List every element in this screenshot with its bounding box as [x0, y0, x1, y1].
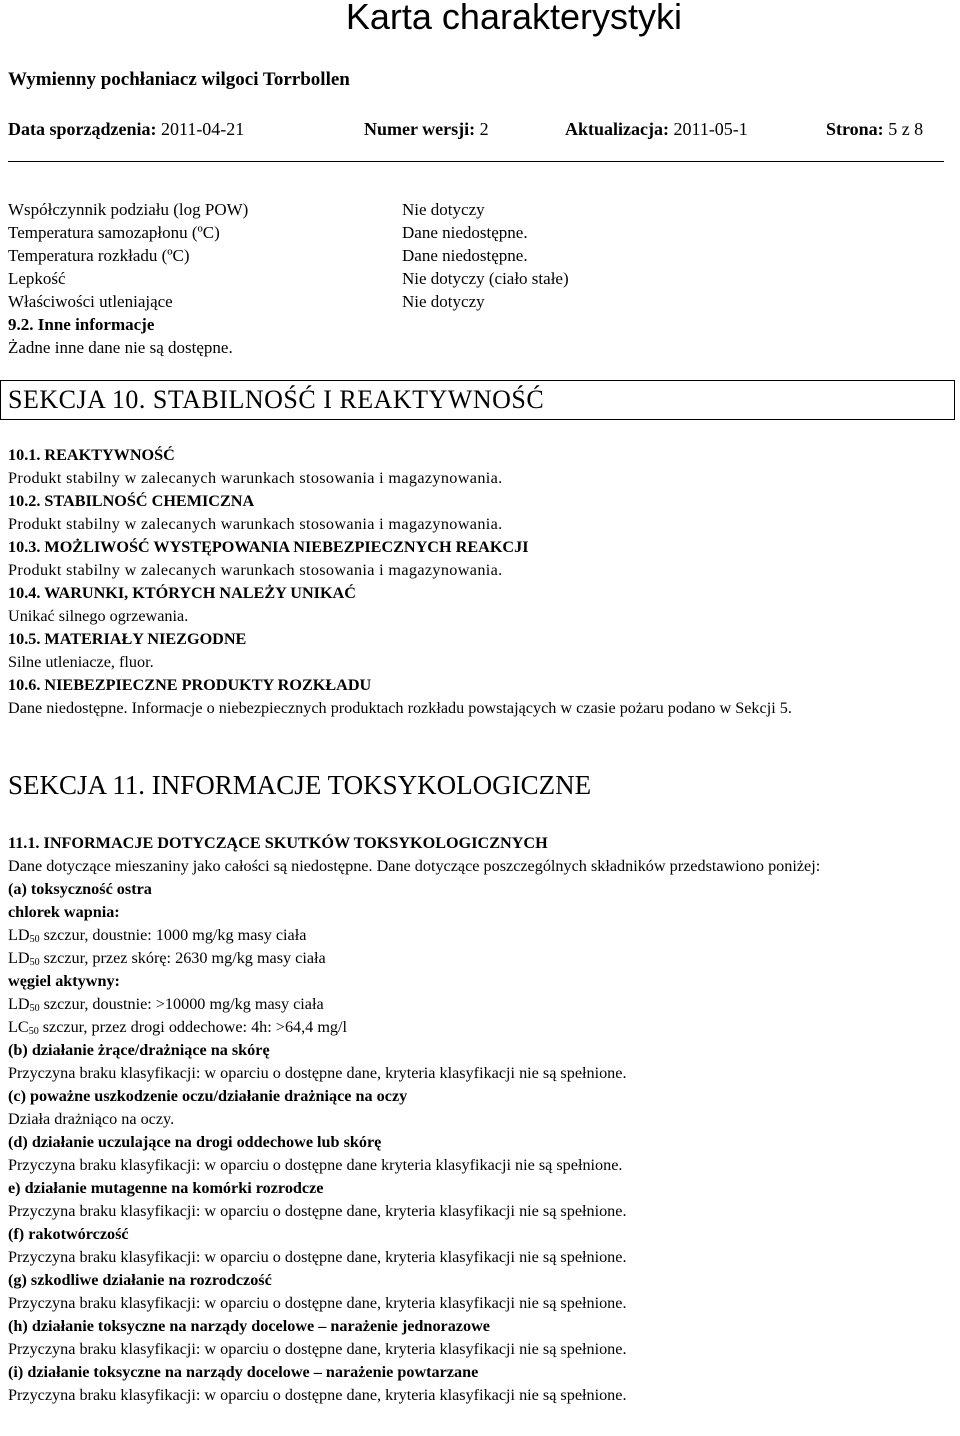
hazard-text: Przyczyna braku klasyfikacji: w oparciu o dostępne dane, kryteria klasyfikacji nie są spełnione.: [8, 1386, 627, 1404]
intro-text: Dane dotyczące mieszaniny jako całości są niedostępne. Dane dotyczące poszczególnych składników przedstawiono poniżej:: [8, 857, 821, 875]
hazard-heading: (c) poważne uszkodzenie oczu/działanie drażniące na oczy: [8, 1087, 408, 1105]
property-value: Dane niedostępne.: [402, 246, 528, 265]
subsection-heading: 10.2. STABILNOŚĆ CHEMICZNA: [8, 492, 255, 510]
version-value: 2: [479, 119, 489, 139]
header-divider: [8, 161, 944, 162]
subsection-text: Unikać silnego ogrzewania.: [8, 607, 189, 625]
property-label: Temperatura rozkładu (ºC): [8, 246, 190, 265]
property-label: Właściwości utleniające: [8, 292, 173, 311]
tox-line: $LD_{50}$ szczur, doustnie: 1000 mg/kg masy ciała: [8, 926, 307, 945]
hazard-text: Przyczyna braku klasyfikacji: w oparciu o dostępne dane, kryteria klasyfikacji nie są spełnione.: [8, 1294, 627, 1312]
hazard-text: Przyczyna braku klasyfikacji: w oparciu o dostępne dane, kryteria klasyfikacji nie są spełnione.: [8, 1340, 627, 1358]
properties-labels: [8, 198, 248, 359]
acute-toxicity-heading: (a) toksyczność ostra: [8, 880, 152, 898]
subsection-text: Produkt stabilny w zalecanych warunkach stosowania i magazynowania.: [8, 515, 503, 533]
hazard-text: Działa drażniąco na oczy.: [8, 1110, 175, 1128]
tox-line: $LD_{50}$ szczur, doustnie: >10000 mg/kg masy ciała: [8, 995, 324, 1014]
tox-line: $LD_{50}$ szczur, przez skórę: 2630 mg/kg masy ciała: [8, 949, 326, 968]
update-label: Aktualizacja:: [565, 119, 669, 139]
section-10-body: [8, 444, 948, 720]
property-value: Nie dotyczy: [402, 200, 485, 219]
section-10-heading-box: [0, 380, 955, 420]
other-info-heading: 9.2. Inne informacje: [8, 315, 155, 334]
subsection-text: Produkt stabilny w zalecanych warunkach stosowania i magazynowania.: [8, 469, 503, 487]
hazard-heading: (f) rakotwórczość: [8, 1225, 129, 1243]
document-title: Karta charakterystyki: [345, 0, 682, 37]
tox-line: $LC_{50}$ szczur, przez drogi oddechowe: 4h: >64,4 mg/l: [8, 1018, 347, 1037]
other-info-text: Żadne inne dane nie są dostępne.: [8, 338, 233, 357]
subsection-heading: 10.4. WARUNKI, KTÓRYCH NALEŻY UNIKAĆ: [8, 584, 356, 602]
activated-carbon-label: węgiel aktywny:: [8, 972, 120, 990]
property-label: Współczynnik podziału (log POW): [8, 200, 249, 219]
subsection-heading: 11.1. INFORMACJE DOTYCZĄCE SKUTKÓW TOKSYKOLOGICZNYCH: [8, 834, 548, 852]
hazard-heading: e) działanie mutagenne na komórki rozrodcze: [8, 1179, 324, 1197]
update-value: 2011-05-1: [673, 119, 748, 139]
subsection-text: Silne utleniacze, fluor.: [8, 653, 154, 671]
subsection-heading: 10.3. MOŻLIWOŚĆ WYSTĘPOWANIA NIEBEZPIECZNYCH REAKCJI: [8, 538, 529, 556]
hazard-heading: (h) działanie toksyczne na narządy docelowe – narażenie jednorazowe: [8, 1317, 490, 1335]
update-date: [565, 119, 748, 140]
calcium-chloride-label: chlorek wapnia:: [8, 903, 120, 921]
prepared-date: [8, 119, 244, 140]
hazard-text: Przyczyna braku klasyfikacji: w oparciu o dostępne dane, kryteria klasyfikacji nie są spełnione.: [8, 1202, 627, 1220]
page-label: Strona:: [826, 119, 884, 139]
hazard-heading: (b) działanie żrące/drażniące na skórę: [8, 1041, 270, 1059]
version-number: [364, 119, 489, 140]
version-label: Numer wersji:: [364, 119, 476, 139]
subsection-text: Dane niedostępne. Informacje o niebezpiecznych produktach rozkładu powstających w czasie pożaru podano w Sekcji 5.: [8, 699, 792, 717]
hazard-heading: (g) szkodliwe działanie na rozrodczość: [8, 1271, 272, 1289]
property-value: Nie dotyczy (ciało stałe): [402, 269, 569, 288]
property-label: Lepkość: [8, 269, 66, 288]
hazard-text: Przyczyna braku klasyfikacji: w oparciu o dostępne dane kryteria klasyfikacji nie są spełnione.: [8, 1156, 623, 1174]
subsection-text: Produkt stabilny w zalecanych warunkach stosowania i magazynowania.: [8, 561, 503, 579]
property-value: Dane niedostępne.: [402, 223, 528, 242]
hazard-heading: (d) działanie uczulające na drogi oddechowe lub skórę: [8, 1133, 382, 1151]
hazard-heading: (i) działanie toksyczne na narządy docelowe – narażenie powtarzane: [8, 1363, 479, 1381]
prepared-label: Data sporządzenia:: [8, 119, 157, 139]
subsection-heading: 10.5. MATERIAŁY NIEZGODNE: [8, 630, 247, 648]
section-10-heading: SEKCJA 10. STABILNOŚĆ I REAKTYWNOŚĆ: [8, 385, 545, 414]
subsection-heading: 10.6. NIEBEZPIECZNE PRODUKTY ROZKŁADU: [8, 676, 372, 694]
hazard-text: Przyczyna braku klasyfikacji: w oparciu o dostępne dane, kryteria klasyfikacji nie są spełnione.: [8, 1064, 627, 1082]
hazard-text: Przyczyna braku klasyfikacji: w oparciu o dostępne dane, kryteria klasyfikacji nie są spełnione.: [8, 1248, 627, 1266]
section-11-body: [8, 832, 953, 1407]
properties-values: [402, 198, 569, 313]
prepared-value: 2011-04-21: [160, 119, 245, 139]
section-11-heading: SEKCJA 11. INFORMACJE TOKSYKOLOGICZNE: [8, 770, 592, 800]
page-value: 5 z 8: [888, 119, 924, 139]
property-label: Temperatura samozapłonu (ºC): [8, 223, 220, 242]
subsection-heading: 10.1. REAKTYWNOŚĆ: [8, 446, 175, 464]
page-indicator: [826, 119, 923, 140]
property-value: Nie dotyczy: [402, 292, 485, 311]
product-name: Wymienny pochłaniacz wilgoci Torrbollen: [8, 69, 350, 90]
